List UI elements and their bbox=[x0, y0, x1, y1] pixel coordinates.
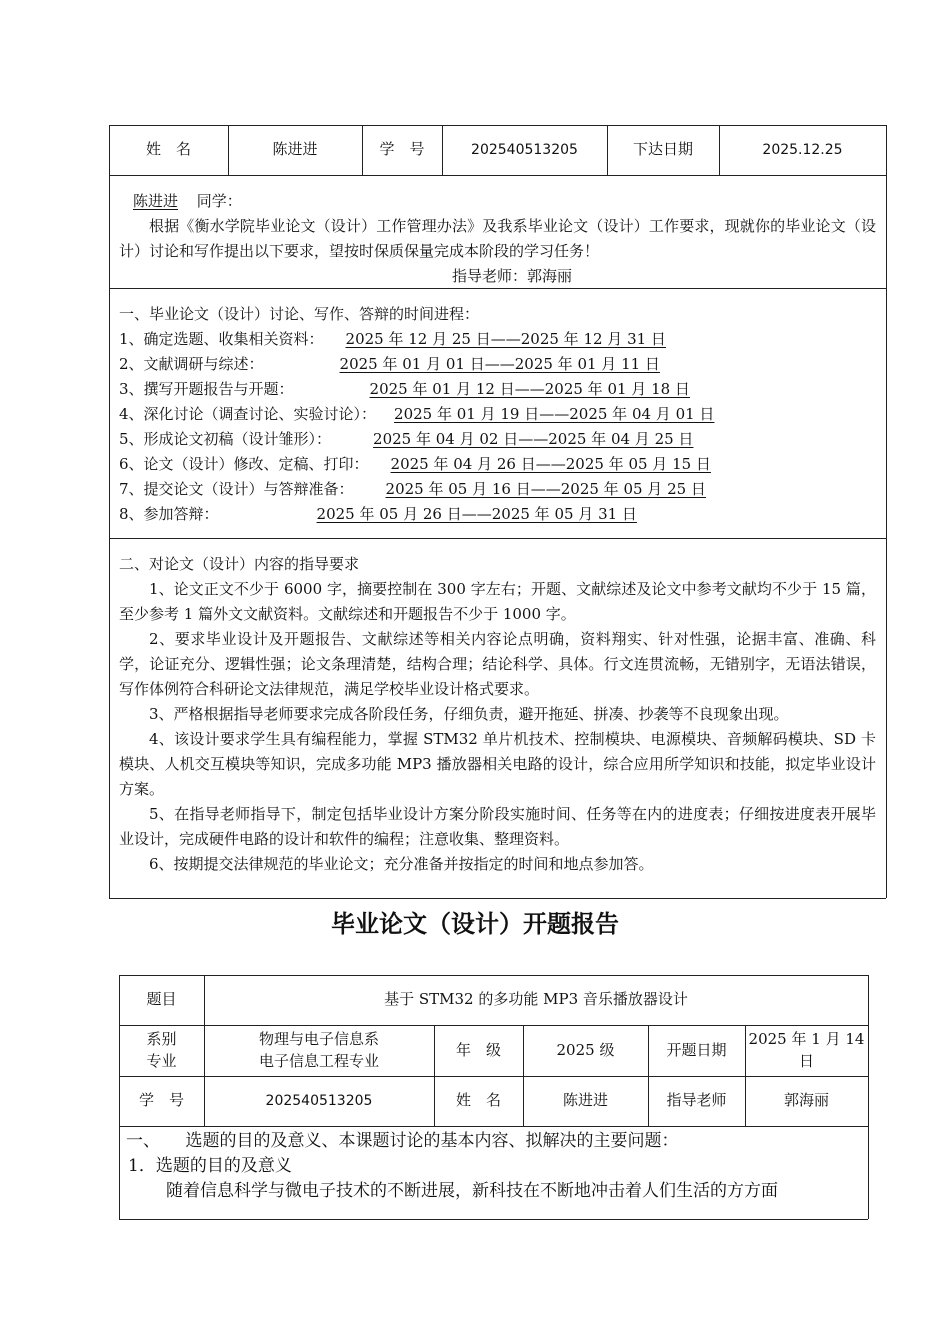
requirement-item: 6、按期提交法律规范的毕业论文；充分准备并按指定的时间和地点参加答。 bbox=[149, 855, 654, 873]
table-rule bbox=[109, 175, 886, 176]
greeting-line bbox=[119, 189, 242, 214]
schedule-item-dates: 2025 年 12 月 25 日——2025 年 12 月 31 日 bbox=[345, 330, 666, 348]
subsection-heading: 1．选题的目的及意义 bbox=[128, 1156, 292, 1176]
requirement-item: 1、论文正文不少于 6000 字，摘要控制在 300 字左右；开题、文献综述及论文中参考文献均不少于 15 篇，至少参考 1 篇外文文献资料。文献综述和开题报告不少于 1000 字。 bbox=[119, 580, 876, 623]
schedule-item-dates: 2025 年 04 月 26 日——2025 年 05 月 15 日 bbox=[390, 455, 711, 473]
schedule-item-dates: 2025 年 05 月 26 日——2025 年 05 月 31 日 bbox=[316, 505, 637, 523]
table-border-right bbox=[868, 975, 869, 1219]
schedule-item-label: 6、论文（设计）修改、定稿、打印： bbox=[119, 455, 369, 473]
name-value: 陈进进 bbox=[272, 140, 318, 159]
department-major-value bbox=[204, 1025, 434, 1076]
greeting-body: 根据《衡水学院毕业论文（设计）工作管理办法》及我系毕业论文（设计）工作要求，现就你的毕业论文（设计）讨论和写作提出以下要求，望按时保质保量完成本阶段的学习任务！ bbox=[119, 217, 876, 260]
grade-label: 年 级 bbox=[455, 1040, 501, 1059]
student-id-label: 学 号 bbox=[138, 1091, 184, 1110]
requirement-item: 4、该设计要求学生具有编程能力，掌握 STM32 单片机技术、控制模块、电源模块、音频解码模块、SD 卡模块、人机交互模块等知识，完成多功能 MP3 播放器相关电路的设计，综合应用所学知识和技能，拟定毕业设计方案。 bbox=[119, 730, 876, 798]
schedule-item bbox=[119, 327, 676, 352]
name-value: 陈进进 bbox=[562, 1091, 608, 1110]
schedule-item bbox=[119, 402, 724, 427]
open-date-line: 日 bbox=[798, 1051, 814, 1070]
schedule-item bbox=[119, 377, 700, 402]
student-name-blank: 陈进进 bbox=[133, 192, 179, 210]
issue-date-label: 下达日期 bbox=[632, 140, 693, 159]
department-label: 系别 bbox=[146, 1029, 177, 1048]
schedule-item-label: 1、确定选题、收集相关资料： bbox=[119, 330, 324, 348]
schedule-item bbox=[119, 452, 721, 477]
body-first-line: 随着信息科学与微电子技术的不断进展，新科技在不断地冲击着人们生活的方方面 bbox=[166, 1181, 778, 1201]
name-label: 姓 名 bbox=[455, 1091, 501, 1110]
student-id-label: 学 号 bbox=[379, 140, 425, 159]
schedule-heading: 一、毕业论文（设计）讨论、写作、答辩的时间进程： bbox=[119, 305, 480, 323]
table-border-right bbox=[886, 125, 887, 898]
table-rule bbox=[109, 538, 886, 539]
schedule-item bbox=[119, 352, 850, 377]
open-date-label: 开题日期 bbox=[666, 1040, 727, 1059]
schedule-item-label: 7、提交论文（设计）与答辩准备： bbox=[119, 480, 354, 498]
advisor-value: 郭海丽 bbox=[783, 1091, 829, 1110]
table-border-bottom bbox=[109, 898, 886, 899]
requirements-heading: 二、对论文（设计）内容的指导要求 bbox=[119, 555, 360, 573]
open-date-line: 2025 年 1 月 14 bbox=[748, 1029, 865, 1048]
advisor-label: 指导老师 bbox=[666, 1091, 727, 1110]
major-value: 电子信息工程专业 bbox=[258, 1051, 379, 1070]
advisor-signature: 指导老师：郭海丽 bbox=[452, 267, 573, 285]
schedule-item bbox=[119, 477, 716, 502]
department-major-label bbox=[119, 1025, 204, 1076]
table-border-bottom bbox=[119, 1219, 868, 1220]
schedule-item-label: 8、参加答辩： bbox=[119, 505, 219, 523]
requirement-item: 5、在指导老师指导下，制定包括毕业设计方案分阶段实施时间、任务等在内的进度表；仔细按进度表开展毕业设计，完成硬件电路的设计和软件的编程；注意收集、整理资料。 bbox=[119, 805, 876, 848]
table-rule bbox=[119, 1126, 868, 1127]
schedule-item-dates: 2025 年 04 月 02 日——2025 年 04 月 25 日 bbox=[373, 430, 694, 448]
schedule-item-label: 5、形成论文初稿（设计雏形）： bbox=[119, 430, 332, 448]
student-id-value: 202540513205 bbox=[265, 1092, 373, 1109]
schedule-item-label: 3、撰写开题报告与开题： bbox=[119, 380, 294, 398]
grade-value: 2025 级 bbox=[556, 1040, 615, 1059]
issue-date-value: 2025.12.25 bbox=[762, 141, 843, 158]
requirement-item: 3、严格根据指导老师要求完成各阶段任务，仔细负责，避开拖延、拼凑、抄袭等不良现象出现。 bbox=[149, 705, 789, 723]
section-heading: 一、 选题的目的及意义、本课题讨论的基本内容、拟解决的主要问题： bbox=[126, 1131, 679, 1151]
topic-value: 基于 STM32 的多功能 MP3 音乐播放器设计 bbox=[384, 990, 688, 1009]
schedule-item-dates: 2025 年 01 月 01 日——2025 年 01 月 11 日 bbox=[339, 355, 660, 373]
topic-label: 题目 bbox=[146, 990, 177, 1009]
schedule-item bbox=[119, 427, 703, 452]
name-label: 姓 名 bbox=[145, 140, 191, 159]
schedule-item bbox=[119, 502, 847, 527]
schedule-item-dates: 2025 年 01 月 12 日——2025 年 01 月 18 日 bbox=[369, 380, 690, 398]
schedule-item-dates: 2025 年 05 月 16 日——2025 年 05 月 25 日 bbox=[385, 480, 706, 498]
student-id-value: 202540513205 bbox=[471, 141, 578, 158]
schedule-item-label: 2、文献调研与综述： bbox=[119, 355, 264, 373]
schedule-item-label: 4、深化讨论（调查讨论、实验讨论）： bbox=[119, 405, 377, 423]
requirement-item: 2、要求毕业设计及开题报告、文献综述等相关内容论点明确，资料翔实、针对性强，论据丰富、准确、科学，论证充分、逻辑性强；论文条理清楚，结构合理；结论科学、具体。行文连贯流畅，无错别字，无语法错误，写作体例符合科研论文法律规范，满足学校毕业设计格式要求。 bbox=[119, 630, 876, 698]
department-value: 物理与电子信息系 bbox=[258, 1029, 379, 1048]
major-label: 专业 bbox=[146, 1051, 177, 1070]
greeting-suffix: 同学： bbox=[196, 192, 242, 210]
table-border-left bbox=[109, 125, 110, 898]
open-date-value bbox=[745, 1025, 868, 1076]
report-title: 毕业论文（设计）开题报告 bbox=[331, 910, 619, 938]
schedule-item-dates: 2025 年 01 月 19 日——2025 年 04 月 01 日 bbox=[394, 405, 715, 423]
